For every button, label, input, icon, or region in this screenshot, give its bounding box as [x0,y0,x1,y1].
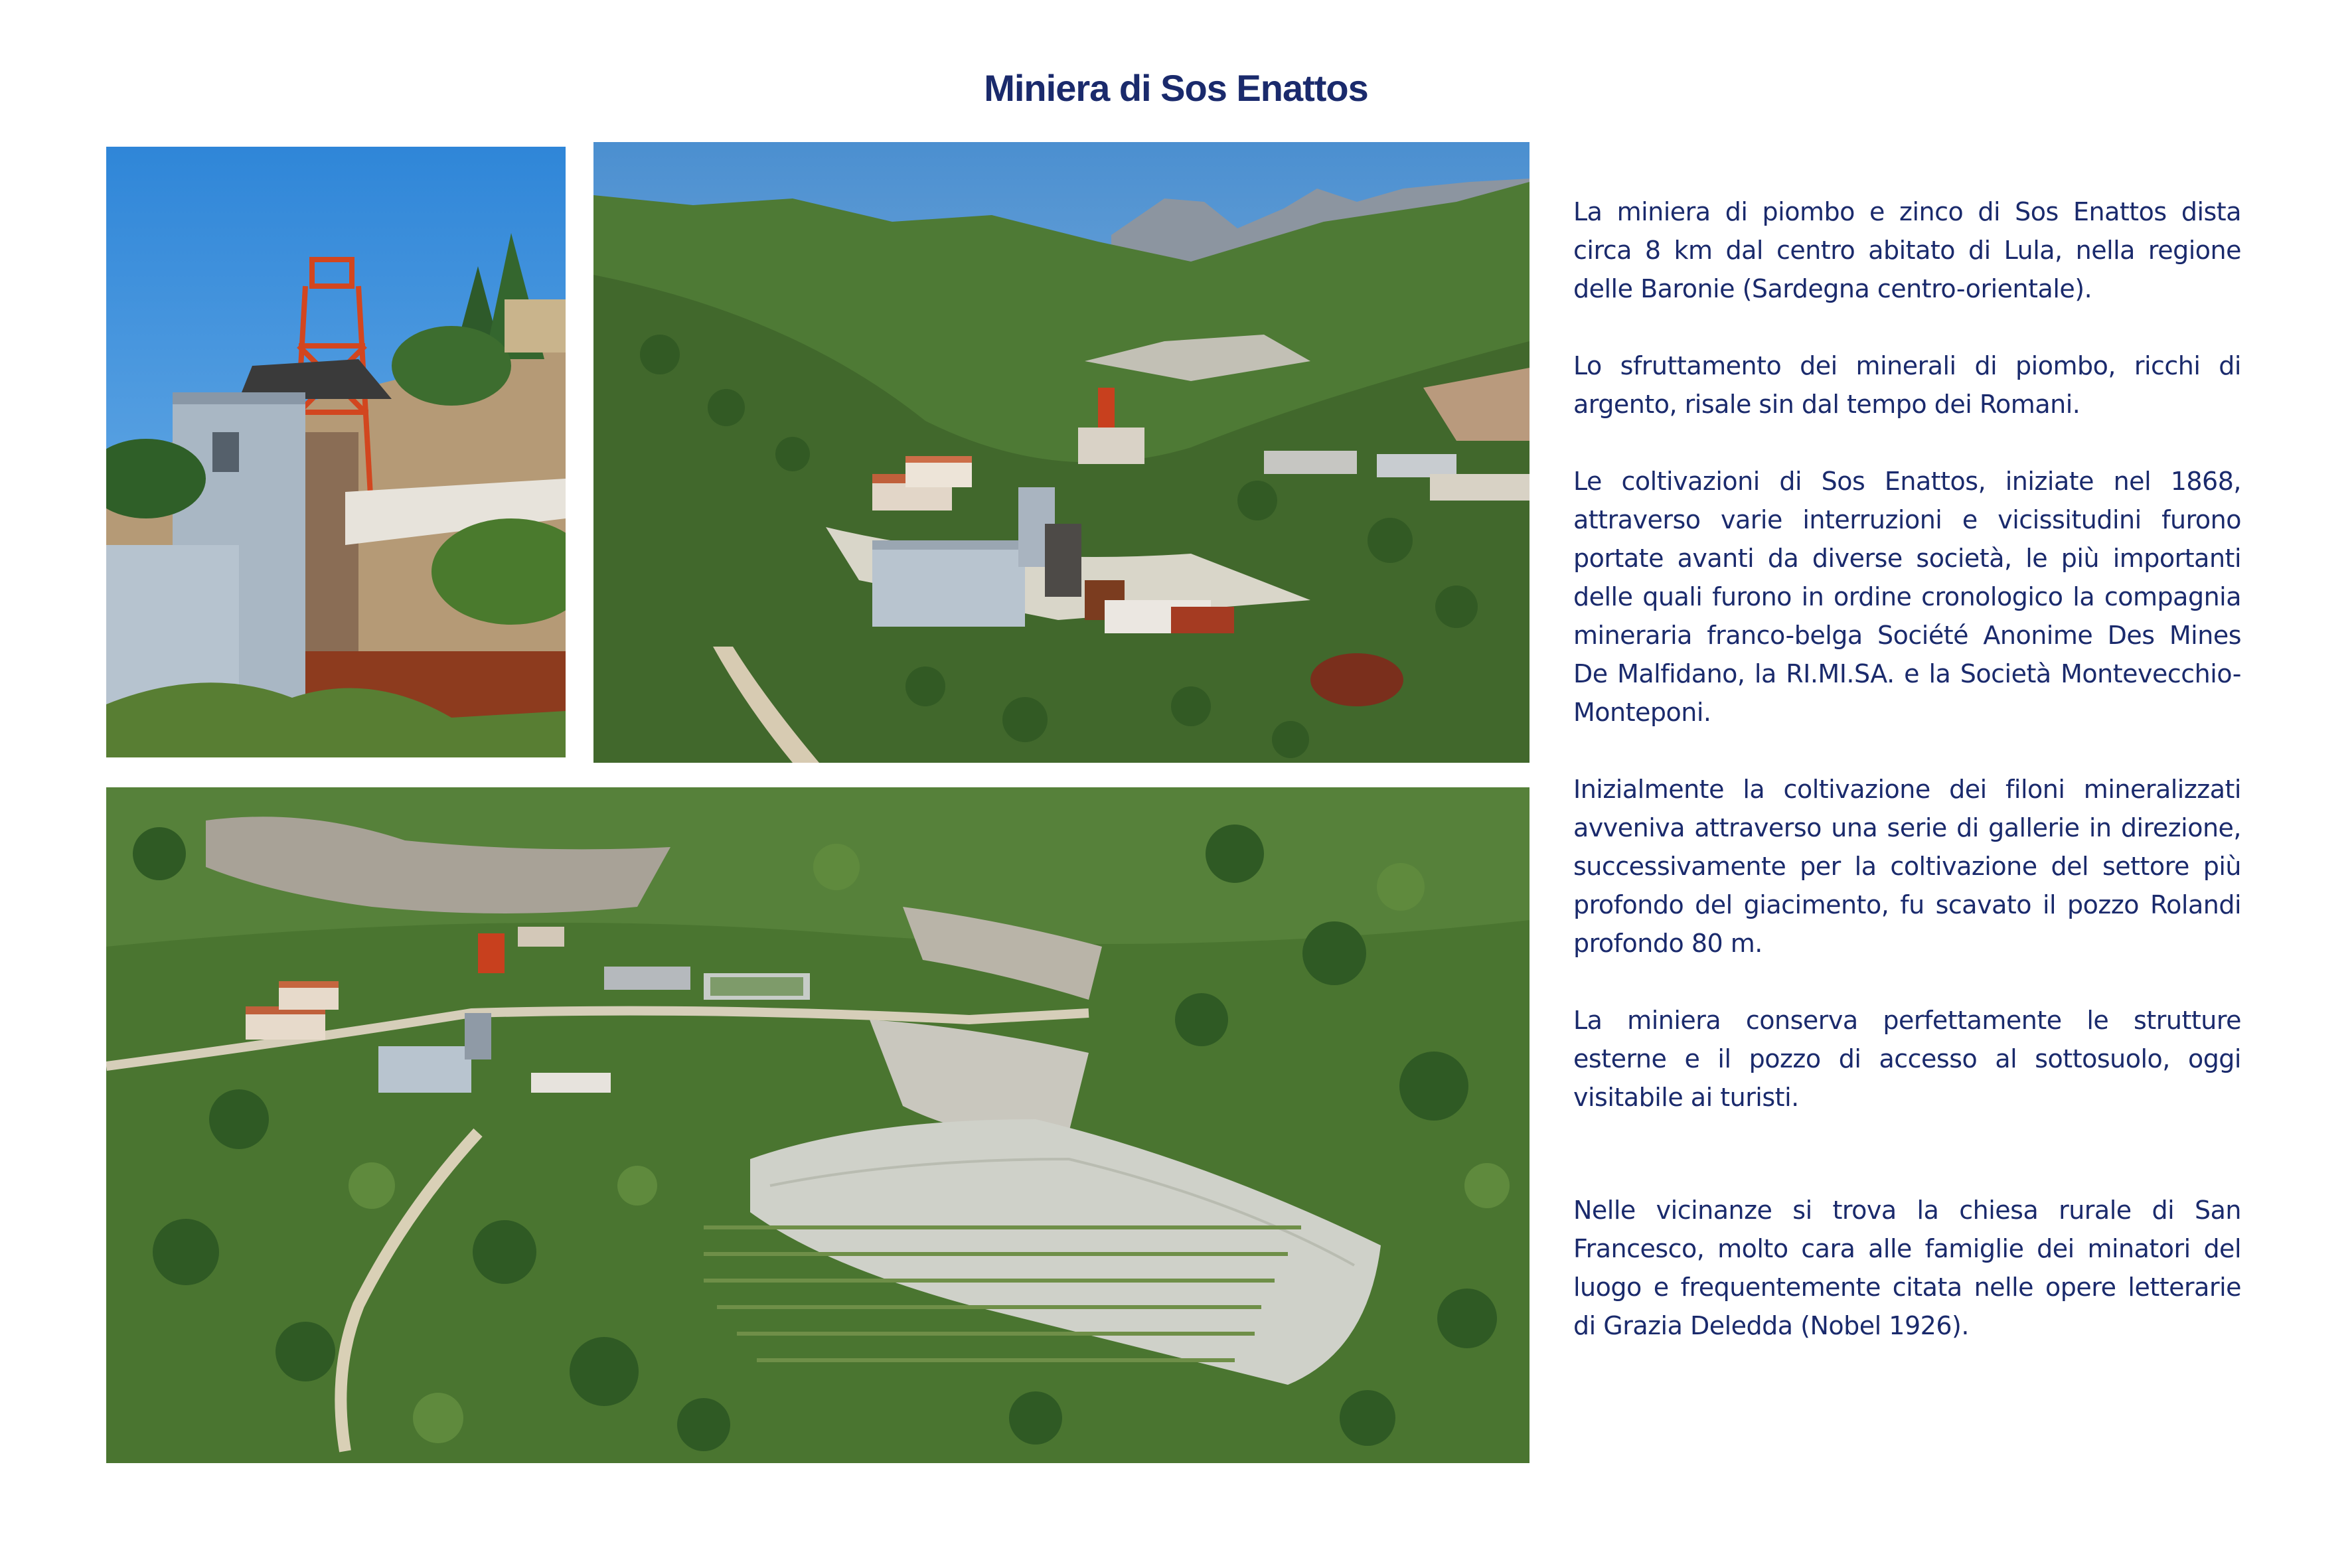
paragraph-history: Lo sfruttamento dei minerali di piombo, ricchi di argento, risale sin dal tempo dei Romani. [1573,351,2241,419]
paragraph-galleries: Inizialmente la coltivazione dei filoni mineralizzati avveniva attraverso una serie di gallerie in direzione, successivamente per la coltivazione del settore più profondo del giacimento, fu scavato il pozzo Rolandi profondo 80 m. [1573,775,2241,958]
paragraph-conservation: La miniera conserva perfettamente le strutture esterne e il pozzo di accesso al sottosuolo, oggi visitabile ai turisti. [1573,1006,2241,1112]
aerial-view-photo [106,787,1529,1463]
paragraph-companies: Le coltivazioni di Sos Enattos, iniziate nel 1868, attraverso varie interruzioni e vicissitudini furono portate avanti da diverse società, le più importanti delle quali furono in ordine cronologico la compagnia mineraria franco-belga Société Anonime Des Mines De Malfidano, la RI.MI.SA. e la Società Montevecchio-Monteponi. [1573,467,2241,727]
description-text [1573,193,2241,1383]
headframe-photo [106,147,566,757]
page-title: Miniera di Sos Enattos [984,67,1368,109]
paragraph-location: La miniera di piombo e zinco di Sos Enattos dista circa 8 km dal centro abitato di Lula, nella regione delle Baronie (Sardegna centro-orientale). [1573,197,2241,303]
mine-overview-photo [593,142,1529,763]
paragraph-church: Nelle vicinanze si trova la chiesa rurale di San Francesco, molto cara alle famiglie dei minatori del luogo e frequentemente citata nelle opere letterarie di Grazia Deledda (Nobel 1926). [1573,1196,2241,1340]
